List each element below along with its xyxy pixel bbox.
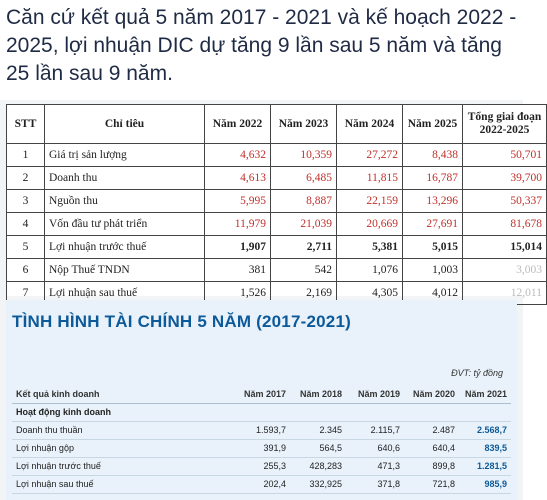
col-2023: Năm 2023 bbox=[271, 105, 337, 144]
table-row bbox=[12, 475, 511, 494]
plan-table bbox=[6, 104, 547, 305]
year-2020: Năm 2020 bbox=[412, 389, 455, 399]
cell-value: 371,8 bbox=[377, 479, 400, 489]
finance-title: TÌNH HÌNH TÀI CHÍNH 5 NĂM (2017-2021) bbox=[12, 312, 351, 331]
row-stt: 6 bbox=[7, 259, 45, 282]
col-2022: Năm 2022 bbox=[205, 105, 271, 144]
cell-value: 5,995 bbox=[205, 190, 271, 213]
cell-value: 1,076 bbox=[337, 259, 403, 282]
cell-value: 8,887 bbox=[271, 190, 337, 213]
cell-value: 11,979 bbox=[205, 213, 271, 236]
cell-value: 50,701 bbox=[463, 144, 547, 167]
row-label: Lợi nhuận sau thuế bbox=[16, 479, 94, 489]
table-row bbox=[7, 213, 547, 236]
row-stt: 5 bbox=[7, 236, 45, 259]
cell-value: 542 bbox=[271, 259, 337, 282]
year-2018: Năm 2018 bbox=[299, 389, 342, 399]
cell-value: 381 bbox=[205, 259, 271, 282]
table-row bbox=[12, 457, 511, 476]
cell-value: 2,711 bbox=[271, 236, 337, 259]
cell-value: 13,296 bbox=[403, 190, 463, 213]
cell-value: 640,6 bbox=[377, 443, 400, 453]
row-stt: 2 bbox=[7, 167, 45, 190]
cell-value: 391,9 bbox=[263, 443, 286, 453]
cell-value: 21,039 bbox=[271, 213, 337, 236]
cell-value: 2.487 bbox=[432, 425, 455, 435]
row-label: Lợi nhuận gộp bbox=[16, 443, 74, 453]
finance-header-row bbox=[12, 385, 511, 404]
header-label: Kết quả kinh doanh bbox=[16, 389, 100, 399]
cell-value: 471,3 bbox=[377, 461, 400, 471]
cell-value: 27,272 bbox=[337, 144, 403, 167]
row-label: Giá trị sản lượng bbox=[45, 144, 205, 167]
cell-value: 2.115,7 bbox=[370, 425, 400, 435]
section-label: Hoạt động kinh doanh bbox=[16, 407, 111, 417]
cell-value: 1,526 bbox=[205, 282, 271, 305]
cell-value: 2.345 bbox=[319, 425, 342, 435]
cell-value: 15,014 bbox=[463, 236, 547, 259]
year-2017: Năm 2017 bbox=[243, 389, 286, 399]
cell-value: 6,485 bbox=[271, 167, 337, 190]
table-row bbox=[7, 167, 547, 190]
cell-value: 1.281,5 bbox=[476, 461, 507, 471]
cell-value: 5,015 bbox=[403, 236, 463, 259]
cell-value: 16,787 bbox=[403, 167, 463, 190]
row-stt: 3 bbox=[7, 190, 45, 213]
cell-value: 4,305 bbox=[337, 282, 403, 305]
row-label: Lợi nhuận trước thuế bbox=[16, 461, 101, 471]
cell-value: 985,9 bbox=[484, 479, 507, 489]
row-label: Nguồn thu bbox=[45, 190, 205, 213]
cell-value: 255,3 bbox=[263, 461, 286, 471]
cell-value: 1.593,7 bbox=[255, 425, 286, 435]
table-row bbox=[7, 144, 547, 167]
row-stt: 4 bbox=[7, 213, 45, 236]
row-label: Lợi nhuận trước thuế bbox=[45, 236, 205, 259]
col-2025: Năm 2025 bbox=[403, 105, 463, 144]
plan-table-header bbox=[7, 105, 547, 144]
cell-value: 2.568,7 bbox=[476, 425, 507, 435]
cell-value: 2,169 bbox=[271, 282, 337, 305]
cell-value: 4,012 bbox=[403, 282, 463, 305]
row-label: Lợi nhuận sau thuế bbox=[45, 282, 205, 305]
year-2021: Năm 2021 bbox=[464, 389, 507, 399]
cell-value: 4,632 bbox=[205, 144, 271, 167]
cell-value: 332,925 bbox=[309, 479, 342, 489]
unit-label: ĐVT: tỷ đồng bbox=[451, 368, 503, 378]
cell-value: 1,907 bbox=[205, 236, 271, 259]
row-stt: 1 bbox=[7, 144, 45, 167]
cell-value: 640,4 bbox=[432, 443, 455, 453]
section-row bbox=[12, 403, 511, 422]
table-row bbox=[7, 236, 547, 259]
cell-value: 39,700 bbox=[463, 167, 547, 190]
row-stt: 7 bbox=[7, 282, 45, 305]
cell-value: 1,003 bbox=[403, 259, 463, 282]
table-row bbox=[7, 259, 547, 282]
cell-value: 27,691 bbox=[403, 213, 463, 236]
table-row bbox=[12, 421, 511, 440]
row-label: Nộp Thuế TNDN bbox=[45, 259, 205, 282]
cell-value: 428,283 bbox=[309, 461, 342, 471]
cell-value: 81,678 bbox=[463, 213, 547, 236]
table-row bbox=[12, 439, 511, 458]
cell-value: 721,8 bbox=[432, 479, 455, 489]
finance-summary-image bbox=[6, 300, 517, 500]
cell-value: 899,8 bbox=[432, 461, 455, 471]
col-2024: Năm 2024 bbox=[337, 105, 403, 144]
cell-value: 50,337 bbox=[463, 190, 547, 213]
col-stt: STT bbox=[7, 105, 45, 144]
cell-value: 839,5 bbox=[484, 443, 507, 453]
year-2019: Năm 2019 bbox=[357, 389, 400, 399]
table-row bbox=[7, 190, 547, 213]
cell-value: 22,159 bbox=[337, 190, 403, 213]
row-label: Vốn đầu tư phát triển bbox=[45, 213, 205, 236]
cell-value: 3,003 bbox=[463, 259, 547, 282]
cell-value: 12,011 bbox=[463, 282, 547, 305]
row-label: Doanh thu thuần bbox=[16, 425, 83, 435]
cell-value: 564,5 bbox=[319, 443, 342, 453]
cell-value: 11,815 bbox=[337, 167, 403, 190]
col-total: Tổng giai đoạn 2022-2025 bbox=[463, 105, 547, 144]
col-indicator: Chỉ tiêu bbox=[45, 105, 205, 144]
cell-value: 8,438 bbox=[403, 144, 463, 167]
plan-table-image bbox=[6, 104, 542, 299]
cell-value: 10,359 bbox=[271, 144, 337, 167]
cell-value: 20,669 bbox=[337, 213, 403, 236]
cell-value: 4,613 bbox=[205, 167, 271, 190]
row-label: Doanh thu bbox=[45, 167, 205, 190]
cell-value: 202,4 bbox=[263, 479, 286, 489]
cell-value: 5,381 bbox=[337, 236, 403, 259]
article-heading: Căn cứ kết quả 5 năm 2017 - 2021 và kế hoạch 2022 - 2025, lợi nhuận DIC dự tăng 9 lần sau 5 năm và tăng 25 lần sau 9 năm. bbox=[6, 6, 517, 85]
